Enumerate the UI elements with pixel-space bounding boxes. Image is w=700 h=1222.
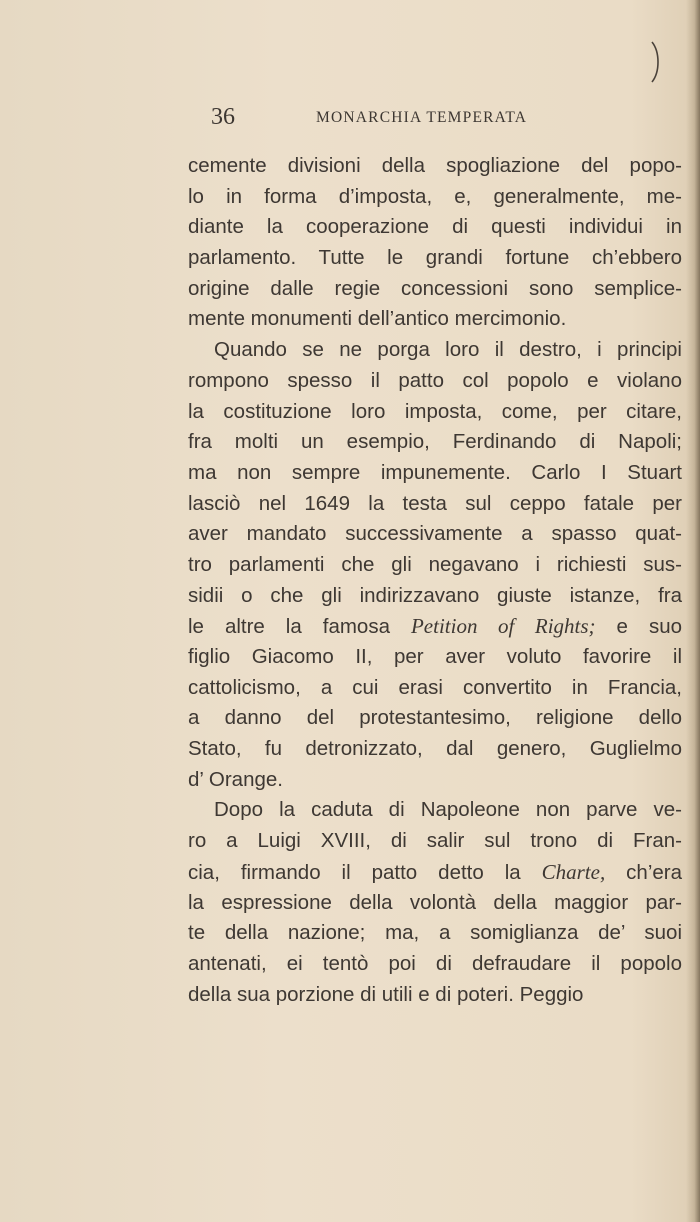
line-text: le altre la famosa (188, 615, 411, 639)
text-line: mente monumenti dell’antico mercimonio. (188, 307, 567, 331)
text-line: antenati, ei tentò poi di defraudare il popolo (188, 951, 682, 975)
line-text: e suo (595, 615, 682, 639)
text-line (188, 611, 682, 642)
text-line: Dopo la caduta di Napoleone non parve ve- (214, 798, 682, 822)
text-line: lasciò nel 1649 la testa sul ceppo fatale per (188, 491, 682, 515)
text-line: origine dalle regie concessioni sono semplice- (188, 276, 682, 300)
text-line: Stato, fu detronizzato, dal genero, Guglielmo (188, 737, 682, 761)
text-line: a danno del protestantesimo, religione dello (188, 706, 682, 730)
line-text: cia, firmando il patto detto la (188, 860, 542, 884)
italic-title: Charte, (541, 859, 606, 884)
margin-bracket-mark (648, 40, 664, 84)
italic-title: Petition of Rights; (410, 614, 596, 639)
line-text: ch’era (605, 860, 683, 884)
paragraph (188, 335, 682, 795)
text-line: aver mandato successivamente a spasso quat- (188, 522, 682, 546)
text-line: ma non sempre impunemente. Carlo I Stuart (188, 460, 682, 484)
text-line: rompono spesso il patto col popolo e violano (188, 368, 682, 392)
text-line: parlamento. Tutte le grandi fortune ch’ebbero (188, 246, 682, 270)
text-line: tro parlamenti che gli negavano i richiesti sus- (188, 552, 682, 576)
text-line: d’ Orange. (188, 767, 283, 791)
text-line: lo in forma d’imposta, e, generalmente, me- (188, 184, 682, 208)
text-line: cattolicismo, a cui erasi convertito in Francia, (188, 675, 682, 699)
text-line: sidii o che gli indirizzavano giuste istanze, fra (188, 583, 682, 607)
text-line: della sua porzione di utili e di poteri. Peggio (188, 982, 584, 1006)
text-line: diante la cooperazione di questi individui in (188, 215, 682, 239)
paragraph (188, 795, 682, 1010)
text-line: te della nazione; ma, a somiglianza de’ suoi (188, 921, 682, 945)
text-line: cemente divisioni della spogliazione del popo- (188, 154, 682, 177)
page-header (188, 100, 682, 134)
text-line: fra molti un esempio, Ferdinando di Napoli; (188, 430, 682, 454)
text-line: Quando se ne porga loro il destro, i principi (214, 338, 682, 362)
page-edge-shadow (686, 0, 700, 1222)
text-line: figlio Giacomo II, per aver voluto favorire il (188, 645, 682, 668)
text-line (188, 857, 682, 888)
paragraph (188, 151, 682, 335)
page-number: 36 (211, 104, 235, 130)
text-line: ro a Luigi XVIII, di salir sul trono di Fran- (188, 829, 682, 853)
running-title: MONARCHIA TEMPERATA (316, 109, 528, 126)
text-line: la costituzione loro imposta, come, per citare, (188, 399, 682, 423)
body-text (188, 151, 682, 1010)
text-line: la espressione della volontà della maggior par- (188, 890, 682, 914)
